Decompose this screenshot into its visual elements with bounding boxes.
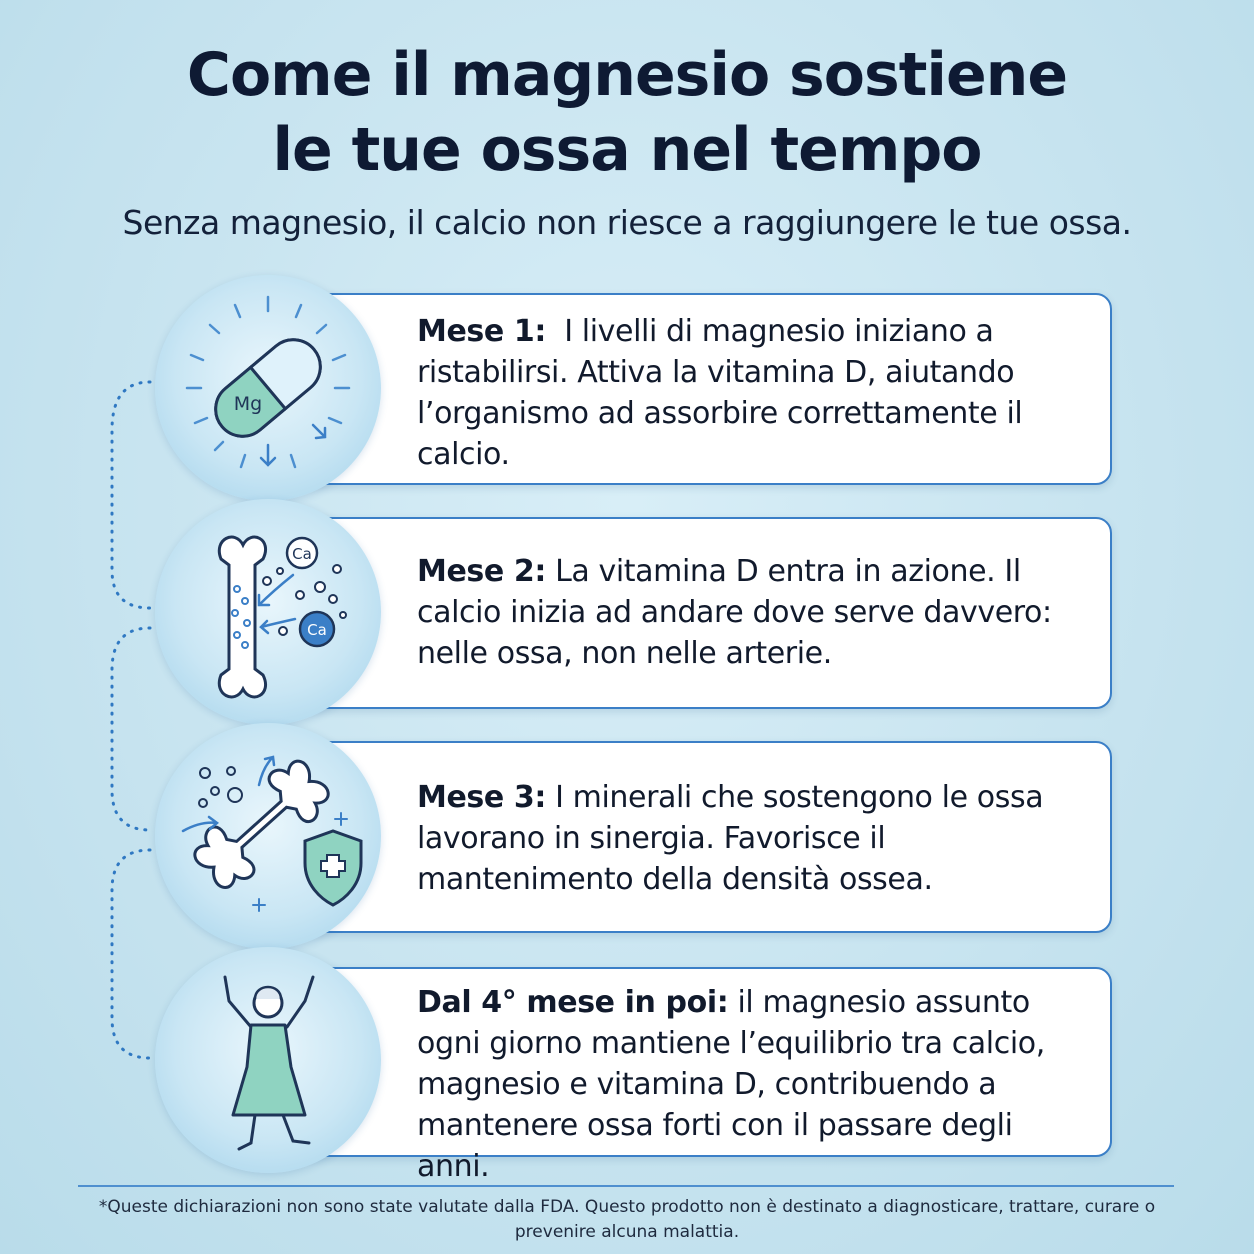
step-label-2: Mese 2:	[417, 554, 546, 589]
footnote-divider	[78, 1185, 1174, 1187]
ca-badge-text-2: Ca	[307, 621, 327, 639]
step-card-3	[300, 741, 1112, 933]
step-icon-circle-3	[155, 723, 381, 949]
step-icon-circle-2	[155, 499, 381, 725]
step-card-4	[300, 967, 1112, 1184]
step-body-3: I minerali che sostengono le ossa lavorano in sinergia. Favorisce il mantenimento della densità ossea.	[417, 780, 1044, 897]
step-label-3: Mese 3:	[417, 780, 546, 815]
bone-calcium-icon	[155, 499, 381, 725]
step-text-2	[417, 551, 1092, 674]
ca-badge-text-1: Ca	[292, 545, 312, 563]
step-text-1	[417, 311, 1092, 475]
step-text-4	[417, 982, 1092, 1187]
timeline-connector	[100, 370, 160, 1070]
step-label-1: Mese 1:	[417, 314, 546, 349]
step-text-3	[417, 777, 1092, 900]
happy-woman-icon	[155, 947, 381, 1173]
subtitle: Senza magnesio, il calcio non riesce a raggiungere le tue ossa.	[122, 203, 1132, 242]
step-body-4: il magnesio assunto ogni giorno mantiene l’equilibrio tra calcio, magnesio e vitamina D, contribuendo a mantenere ossa forti con il passare degli anni.	[417, 985, 1045, 1184]
mg-badge-text: Mg	[233, 393, 263, 415]
step-icon-circle-1	[155, 275, 381, 501]
bone-shield-icon	[155, 723, 381, 949]
step-body-2: La vitamina D entra in azione. Il calcio inizia ad andare dove serve davvero: nelle ossa, non nelle arterie.	[417, 554, 1052, 671]
page-title-line-2: le tue ossa nel tempo	[272, 115, 982, 185]
disclaimer-footnote: *Queste dichiarazioni non sono state valutate dalla FDA. Questo prodotto non è destinato a diagnosticare, trattare, curare o prevenire alcuna malattia.	[98, 1197, 1156, 1242]
step-card-1	[300, 293, 1112, 485]
step-card-2	[300, 517, 1112, 709]
magnesium-capsule-icon	[155, 275, 381, 501]
page-title-line-1: Come il magnesio sostiene	[186, 40, 1068, 110]
step-icon-circle-4	[155, 947, 381, 1173]
step-label-4: Dal 4° mese in poi:	[417, 985, 729, 1020]
step-body-1: I livelli di magnesio iniziano a ristabilirsi. Attiva la vitamina D, aiutando l’organismo ad assorbire correttamente il calcio.	[417, 314, 1023, 472]
